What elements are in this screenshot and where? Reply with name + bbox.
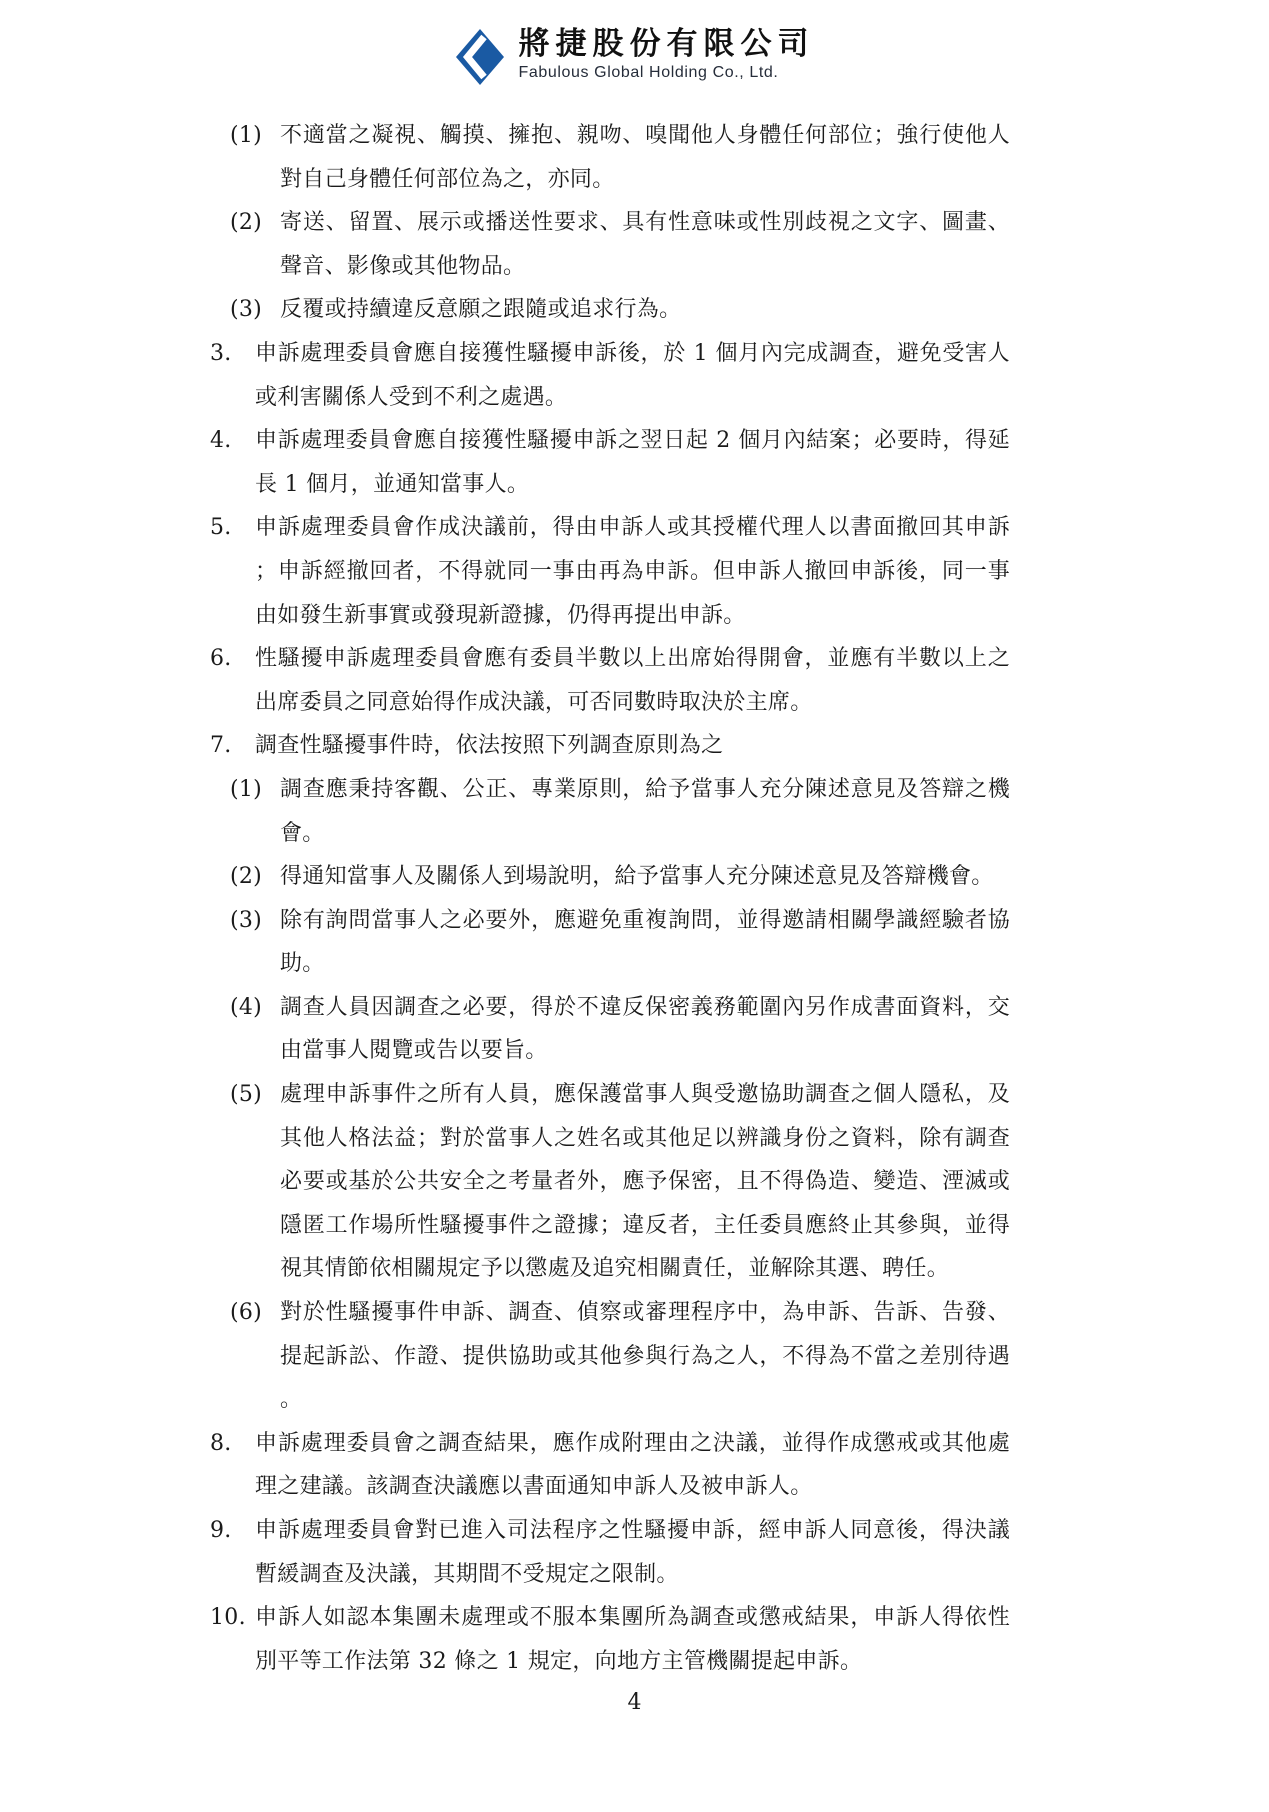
line-text: 對自己身體任何部位為之，亦同。 — [280, 166, 615, 192]
text-line — [210, 681, 1010, 725]
text-line — [210, 855, 1010, 899]
text-line — [210, 245, 1010, 289]
line-text: 別平等工作法第 32 條之 1 規定，向地方主管機關提起申訴。 — [255, 1648, 863, 1674]
line-text: 調查性騷擾事件時，依法按照下列調查原則為之 — [255, 733, 724, 759]
line-text: 由如發生新事實或發現新證據，仍得再提出申訴。 — [255, 602, 746, 628]
list-marker: (2) — [230, 864, 263, 890]
text-line — [210, 419, 1010, 463]
text-line — [210, 1465, 1010, 1509]
text-line — [210, 158, 1010, 202]
line-text: 申訴處理委員會應自接獲性騷擾申訴之翌日起 2 個月內結案；必要時，得延 — [255, 428, 1010, 454]
line-text: 提起訴訟、作證、提供協助或其他參與行為之人，不得為不當之差別待遇 — [280, 1343, 1010, 1369]
line-text: 性騷擾申訴處理委員會應有委員半數以上出席始得開會，並應有半數以上之 — [255, 646, 1010, 672]
line-text: 除有詢問當事人之必要外，應避免重複詢問，並得邀請相關學識經驗者協 — [280, 907, 1010, 933]
text-line — [210, 288, 1010, 332]
text-line — [210, 1553, 1010, 1597]
line-text: 隱匿工作場所性騷擾事件之證據；違反者，主任委員應終止其參與，並得 — [280, 1212, 1010, 1238]
line-text: 得通知當事人及關係人到場說明，給予當事人充分陳述意見及答辯機會。 — [280, 864, 994, 890]
line-text: 申訴人如認本集團未處理或不服本集團所為調查或懲戒結果，申訴人得依性 — [255, 1605, 1010, 1631]
page-number: 4 — [627, 1690, 642, 1715]
list-marker: (6) — [230, 1300, 263, 1326]
line-text: 聲音、影像或其他物品。 — [280, 253, 526, 279]
list-marker: 3. — [210, 340, 232, 366]
text-line — [210, 594, 1010, 638]
list-marker: (4) — [230, 994, 263, 1020]
company-logo-diamond-icon — [455, 28, 505, 90]
text-line — [210, 1509, 1010, 1553]
line-text: 。 — [280, 1387, 303, 1413]
list-marker: 5. — [210, 515, 232, 541]
text-line — [210, 1335, 1010, 1379]
list-marker: 7. — [210, 733, 232, 759]
line-text: 必要或基於公共安全之考量者外，應予保密，且不得偽造、變造、湮滅或 — [280, 1169, 1010, 1195]
line-text: 會。 — [280, 820, 325, 846]
text-line — [210, 1247, 1010, 1291]
line-text: 申訴處理委員會作成決議前，得由申訴人或其授權代理人以書面撤回其申訴 — [255, 515, 1010, 541]
list-marker: (3) — [230, 907, 263, 933]
line-text: 調查人員因調查之必要，得於不違反保密義務範圍內另作成書面資料，交 — [280, 994, 1010, 1020]
text-line — [210, 1378, 1010, 1422]
text-line — [210, 1291, 1010, 1335]
line-text: 反覆或持續違反意願之跟隨或追求行為。 — [280, 297, 682, 323]
text-line — [210, 1117, 1010, 1161]
list-marker: (3) — [230, 297, 263, 323]
text-line — [210, 506, 1010, 550]
line-text: 理之建議。該調查決議應以書面通知申訴人及被申訴人。 — [255, 1474, 813, 1500]
text-line — [210, 1073, 1010, 1117]
list-marker: 10. — [210, 1605, 246, 1631]
line-text: 出席委員之同意始得作成決議，可否同數時取決於主席。 — [255, 689, 813, 715]
company-title-block — [519, 26, 815, 84]
text-line — [210, 1160, 1010, 1204]
text-line — [210, 899, 1010, 943]
company-name-en: Fabulous Global Holding Co., Ltd. — [518, 64, 779, 81]
list-marker: (1) — [230, 776, 263, 802]
company-header — [0, 0, 1269, 90]
line-text: 對於性騷擾事件申訴、調查、偵察或審理程序中，為申訴、告訴、告發、 — [280, 1300, 1010, 1326]
text-line — [210, 986, 1010, 1030]
list-marker: (5) — [230, 1082, 263, 1108]
line-text: 其他人格法益；對於當事人之姓名或其他足以辨識身份之資料，除有調查 — [280, 1125, 1010, 1151]
line-text: 助。 — [280, 951, 325, 977]
line-text: 申訴處理委員會對已進入司法程序之性騷擾申訴，經申訴人同意後，得決議 — [255, 1518, 1010, 1543]
list-marker: 8. — [210, 1430, 232, 1456]
text-line — [210, 942, 1010, 986]
text-line — [210, 768, 1010, 812]
list-marker: 6. — [210, 646, 232, 672]
list-marker: (2) — [230, 210, 263, 236]
text-line — [210, 201, 1010, 245]
text-line — [210, 724, 1010, 768]
text-line — [210, 114, 1010, 158]
line-text: 申訴處理委員會應自接獲性騷擾申訴後，於 1 個月內完成調查，避免受害人 — [255, 340, 1010, 366]
line-text: 由當事人閱覽或告以要旨。 — [280, 1038, 548, 1064]
line-text: ；申訴經撤回者，不得就同一事由再為申訴。但申訴人撤回申訴後，同一事 — [255, 558, 1010, 584]
document-body — [210, 114, 1010, 1683]
text-line — [210, 1596, 1010, 1640]
list-marker: 9. — [210, 1518, 232, 1543]
line-text: 寄送、留置、展示或播送性要求、具有性意味或性別歧視之文字、圖畫、 — [280, 210, 1010, 236]
line-text: 長 1 個月，並通知當事人。 — [255, 471, 530, 497]
text-line — [210, 463, 1010, 507]
list-marker: 4. — [210, 428, 232, 454]
line-text: 或利害關係人受到不利之處遇。 — [255, 384, 568, 410]
text-line — [210, 637, 1010, 681]
company-name-zh: 將捷股份有限公司 — [518, 26, 815, 62]
text-line — [210, 812, 1010, 856]
line-text: 視其情節依相關規定予以懲處及追究相關責任，並解除其選、聘任。 — [280, 1256, 950, 1282]
text-line — [210, 550, 1010, 594]
line-text: 申訴處理委員會之調查結果，應作成附理由之決議，並得作成懲戒或其他處 — [255, 1430, 1010, 1456]
line-text: 處理申訴事件之所有人員，應保護當事人與受邀協助調查之個人隱私，及 — [280, 1082, 1010, 1108]
text-line — [210, 332, 1010, 376]
list-marker: (1) — [230, 123, 263, 148]
line-text: 調查應秉持客觀、公正、專業原則，給予當事人充分陳述意見及答辯之機 — [280, 776, 1010, 802]
line-text: 不適當之凝視、觸摸、擁抱、親吻、嗅聞他人身體任何部位；強行使他人 — [280, 123, 1010, 148]
text-line — [210, 1422, 1010, 1466]
line-text: 暫緩調查及決議，其期間不受規定之限制。 — [255, 1561, 679, 1587]
text-line — [210, 1640, 1010, 1684]
text-line — [210, 376, 1010, 420]
text-line — [210, 1204, 1010, 1248]
text-line — [210, 1029, 1010, 1073]
